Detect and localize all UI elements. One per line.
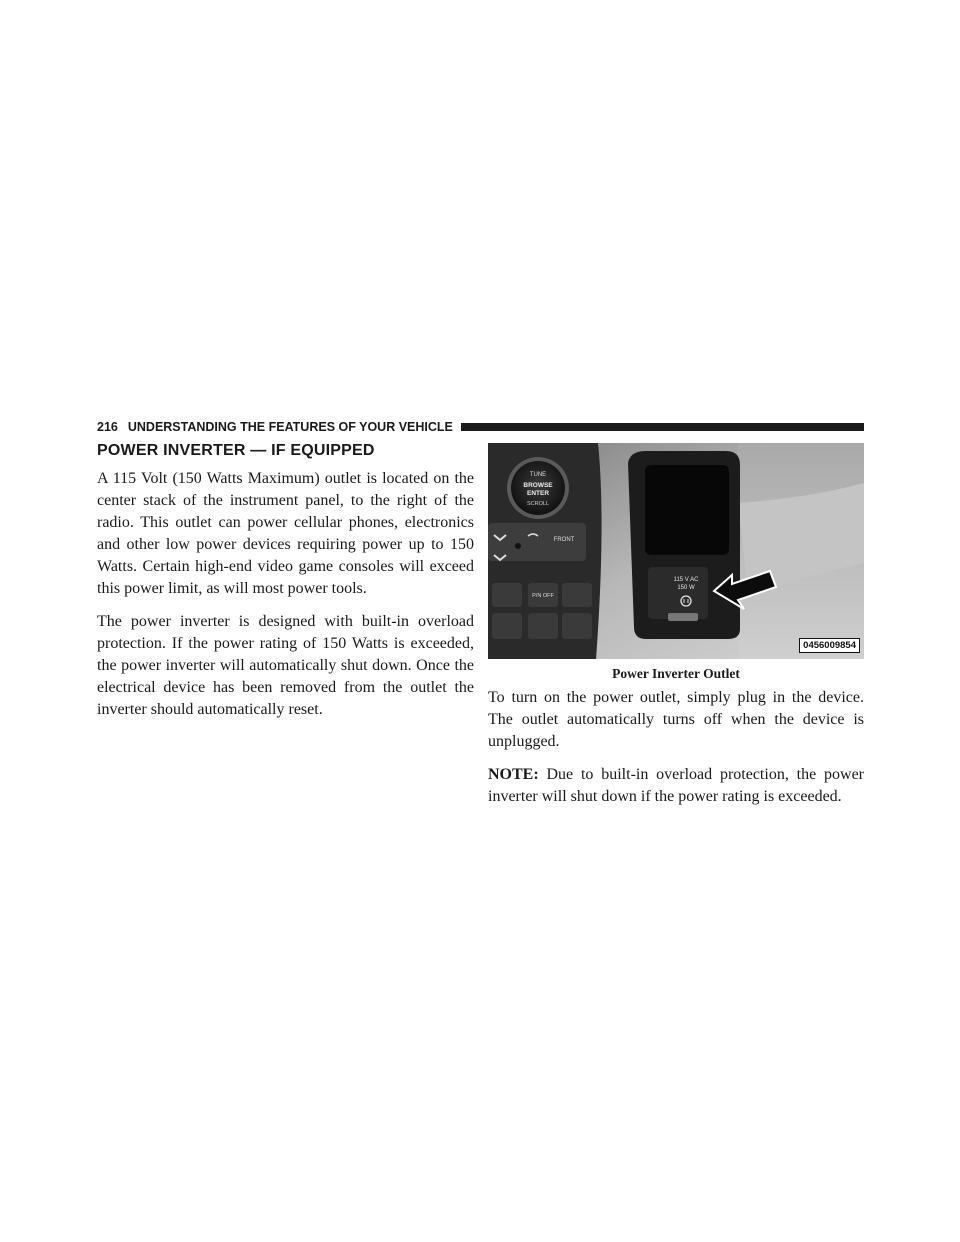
photo-illustration <box>488 443 864 659</box>
outlet-label-voltage: 115 V AC <box>673 577 699 583</box>
knob-label-tune: TUNE <box>529 472 547 478</box>
pn-off-label: P/N OFF <box>532 593 554 599</box>
knob-label-enter: ENTER <box>526 490 550 497</box>
header-rule <box>461 423 864 431</box>
paragraph-overload: The power inverter is designed with built-in overload protection. If the power rating of 150 Watts is exceeded, the power inverter will automatically shut down. Once the electrical device has been removed from the outlet the inverter should automatically reset. <box>97 613 474 718</box>
note-label: NOTE: <box>488 766 539 783</box>
page-header <box>97 419 864 435</box>
figure-caption: Power Inverter Outlet <box>612 666 740 681</box>
left-column <box>97 468 474 732</box>
running-header-title: UNDERSTANDING THE FEATURES OF YOUR VEHICLE <box>127 420 453 434</box>
power-inverter-photo <box>488 443 864 659</box>
outlet-cover <box>648 567 708 619</box>
note-text: Due to built-in overload protection, the power inverter will shut down if the power rating is exceeded. <box>488 766 864 805</box>
outlet-label-watts: 150 W <box>677 585 695 591</box>
note-paragraph <box>488 764 864 808</box>
knob-label-scroll: SCROLL <box>526 501 550 507</box>
section-title: POWER INVERTER — IF EQUIPPED <box>97 442 375 459</box>
front-label: FRONT <box>553 537 575 543</box>
knob-label-browse: BROWSE <box>523 482 553 489</box>
right-column <box>488 687 864 819</box>
figure-code: 0456009854 <box>799 638 860 653</box>
storage-bin <box>645 465 729 555</box>
page-number: 216 <box>97 420 118 434</box>
paragraph-intro: A 115 Volt (150 Watts Maximum) outlet is located on the center stack of the instrument panel, to the right of the radio. This outlet can power cellular phones, electronics and other low power devices requiring power up to 150 Watts. Certain high-end video game consoles will exceed this power limit, as will most power tools. <box>97 470 474 597</box>
paragraph-turn-on: To turn on the power outlet, simply plug in the device. The outlet automatically turns off when the device is unplugged. <box>488 689 864 750</box>
